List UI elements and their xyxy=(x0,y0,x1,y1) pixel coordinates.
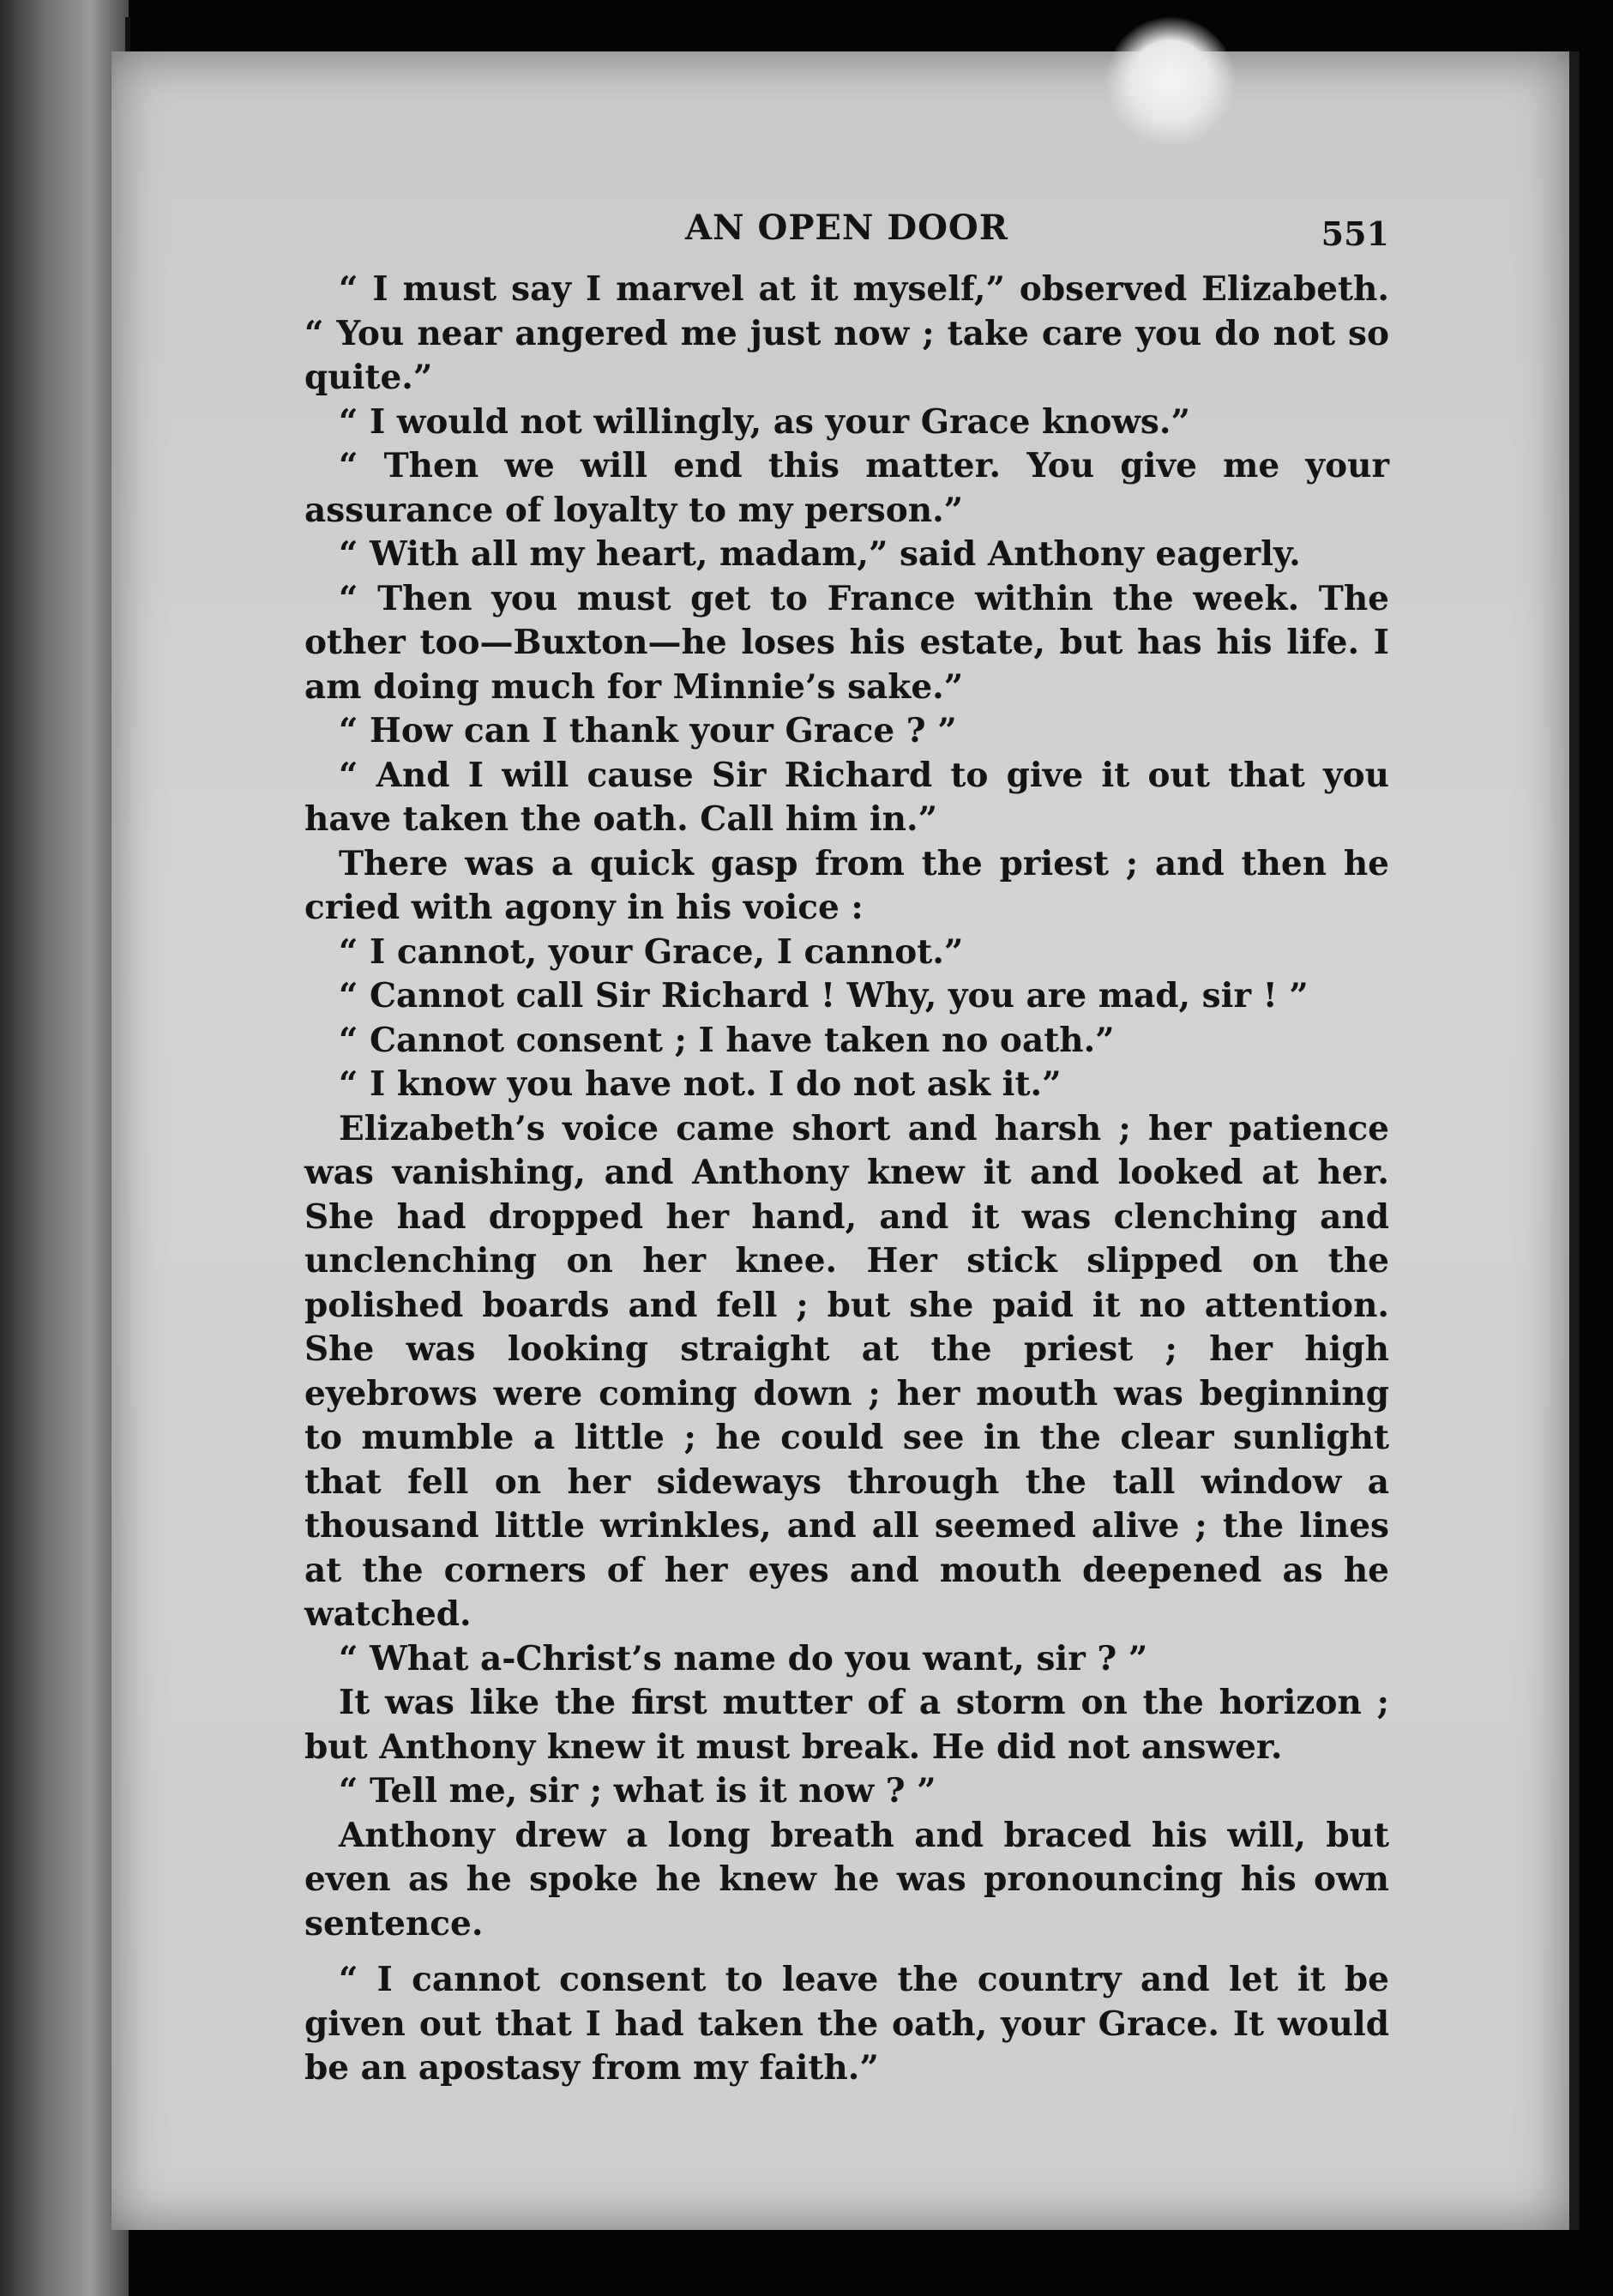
paragraph: “ Then you must get to France within the week. The other too—Buxton—he loses his estate, but has his life. I am doing much for Minnie’s sake.” xyxy=(304,578,1389,707)
paragraph: It was like the first mutter of a storm on the horizon ; but Anthony knew it must break. He did not answer. xyxy=(304,1683,1389,1767)
paragraph: “ Cannot consent ; I have taken no oath.” xyxy=(339,1020,1115,1060)
paragraph: “ Tell me, sir ; what is it now ? ” xyxy=(339,1771,936,1811)
paragraph: “ Then we will end this matter. You give me your assurance of loyalty to my person.” xyxy=(304,446,1389,530)
paragraph: “ I cannot consent to leave the country and let it be given out that I had taken the oath, your Grace. It would be an apostasy from my faith.” xyxy=(304,1960,1389,2088)
paragraph: “ Cannot call Sir Richard ! Why, you are mad, sir ! ” xyxy=(339,976,1309,1015)
paragraph: “ With all my heart, madam,” said Anthony eagerly. xyxy=(339,534,1301,574)
page-header xyxy=(304,199,1389,268)
paragraph: “ And I will cause Sir Richard to give it out that you have taken the oath. Call him in.” xyxy=(304,755,1389,839)
paragraph: “ I cannot, your Grace, I cannot.” xyxy=(339,931,964,972)
paragraph: Anthony drew a long breath and braced his will, but even as he spoke he knew he was pronouncing his own sentence. xyxy=(304,1815,1389,1943)
paragraph: There was a quick gasp from the priest ; and then he cried with agony in his voice : xyxy=(304,843,1389,927)
paragraph: “ I must say I marvel at it myself,” observed Elizabeth. “ You near angered me just now ; take care you do not so quite.” xyxy=(304,269,1389,397)
page-text-block xyxy=(304,199,1389,2091)
paragraph: Elizabeth’s voice came short and harsh ; her patience was vanishing, and Anthony knew it and looked at her. She had dropped her hand, and it was clenching and unclenching on her knee. Her stick slipped on the polished boards and fell ; but she paid it no attention. She was looking straight at the priest ; her high eyebrows were coming down ; her mouth was beginning to mumble a little ; he could see in the clear sunlight that fell on her sideways through the tall window a thousand little wrinkles, and all seemed alive ; the lines at the corners of her eyes and mouth deepened as he watched. xyxy=(304,1108,1389,1634)
page-right-edge xyxy=(1569,51,1580,2230)
paragraph: “ What a-Christ’s name do you want, sir ? ” xyxy=(339,1638,1148,1678)
paragraph: “ How can I thank your Grace ? ” xyxy=(339,711,957,750)
book-gutter xyxy=(0,0,129,2296)
paragraph: “ I would not willingly, as your Grace knows.” xyxy=(339,401,1190,442)
page-number: 551 xyxy=(1321,214,1389,253)
running-title: AN OPEN DOOR xyxy=(684,208,1009,248)
paragraph: “ I know you have not. I do not ask it.” xyxy=(339,1064,1062,1104)
paper-stain xyxy=(1106,17,1235,146)
